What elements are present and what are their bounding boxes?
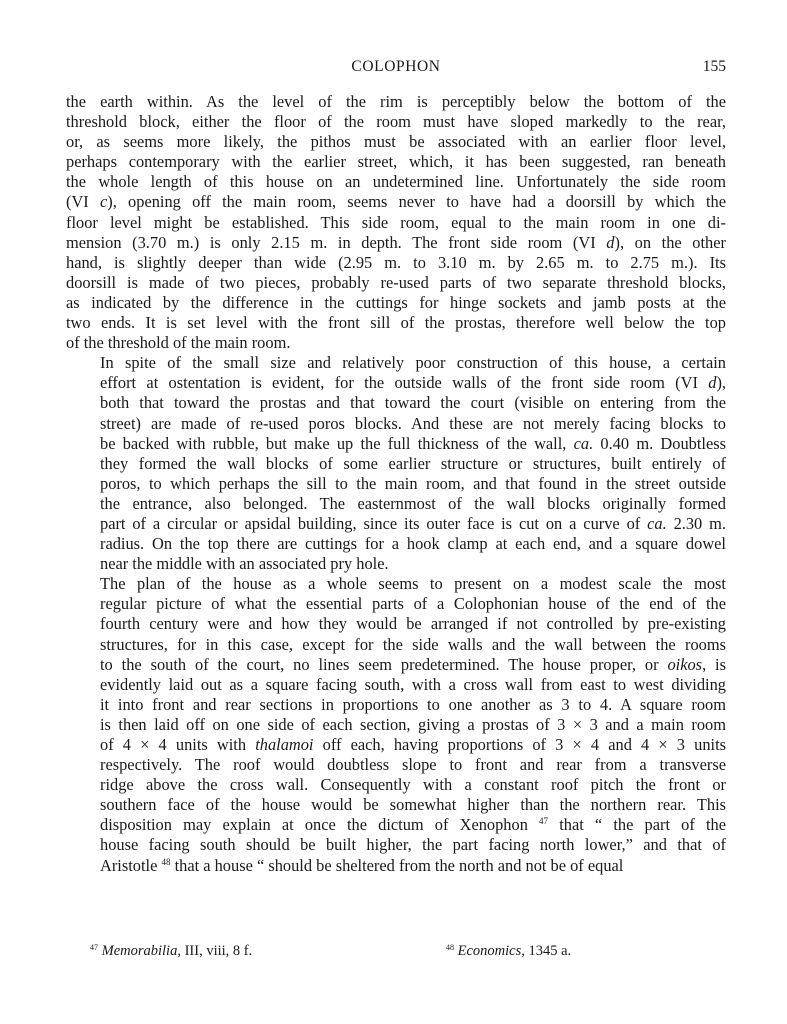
text-line: or, as seems more likely, the pithos must be associated with an earlier floor level, bbox=[66, 132, 726, 152]
footnote-reference: , 1345 a. bbox=[521, 943, 572, 959]
text-line: radius. On the top there are cuttings for a hook clamp at each end, and a square dowel bbox=[100, 534, 726, 554]
page-number: 155 bbox=[702, 58, 726, 75]
footnote-marker[interactable]: 48 bbox=[161, 856, 171, 867]
footnote-marker[interactable]: 47 bbox=[539, 816, 549, 827]
text-line: they formed the wall blocks of some earlier structure or structures, built entirely of bbox=[100, 453, 726, 473]
text-line: disposition may explain at once the dictum of Xenophon $^{47}$ that “ the part of the bbox=[100, 815, 727, 835]
text-line: of the threshold of the main room. bbox=[66, 333, 291, 353]
text-line: as indicated by the difference in the cuttings for hinge sockets and jamb posts at the bbox=[66, 292, 726, 312]
body-text bbox=[66, 92, 726, 876]
italic-text: c bbox=[99, 192, 108, 212]
text-line: structures, for in this case, except for the side walls and the wall between the rooms bbox=[100, 634, 726, 654]
paragraph bbox=[66, 574, 726, 875]
text-line: is then laid off on one side of each section, giving a prostas of 3 × 3 and a main room bbox=[100, 714, 726, 734]
text-line: the whole length of this house on an undetermined line. Unfortunately the side room bbox=[66, 172, 726, 192]
italic-text: ca. bbox=[573, 433, 594, 453]
footnote-title: Memorabilia bbox=[101, 943, 178, 959]
text-line: (VI c), opening off the main room, seems never to have had a doorsill by which the bbox=[66, 192, 726, 212]
text-line: effort at ostentation is evident, for the outside walls of the front side room (VI d), bbox=[100, 373, 726, 393]
text-line: near the middle with an associated pry hole. bbox=[100, 554, 389, 574]
text-line: doorsill is made of two pieces, probably re-used parts of two separate threshold blocks, bbox=[66, 272, 726, 292]
text-line: to the south of the court, no lines seem predetermined. The house proper, or oikos, is bbox=[100, 654, 726, 674]
text-line: the earth within. As the level of the rim is perceptibly below the bottom of the bbox=[66, 92, 726, 111]
text-line: it into front and rear sections in proportions to one another as 3 to 4. A square room bbox=[100, 694, 726, 714]
footnote-47 bbox=[90, 943, 252, 960]
text-line: fourth century were and how they would be arranged if not controlled by pre-existing bbox=[100, 614, 726, 634]
italic-text: d bbox=[606, 232, 615, 252]
footnote-reference: , III, viii, 8 f. bbox=[177, 943, 253, 959]
text-line: street) are made of re-used poros blocks. And these are not merely facing blocks to bbox=[100, 413, 726, 433]
footnote-title: Economics bbox=[457, 943, 522, 959]
text-line: regular picture of what the essential parts of a Colophonian house of the end of the bbox=[100, 594, 726, 614]
text-line: of 4 × 4 units with thalamoi off each, having proportions of 3 × 4 and 4 × 3 units bbox=[100, 735, 726, 754]
text-line: mension (3.70 m.) is only 2.15 m. in depth. The front side room (VI d), on the other bbox=[66, 232, 726, 252]
footnote-number: 47 bbox=[90, 943, 98, 952]
text-line: threshold block, either the floor of the room must have sloped markedly to the rear, bbox=[66, 112, 726, 132]
text-line: house facing south should be built higher, the part facing north lower,” and that of bbox=[100, 835, 726, 855]
footnote-number: 48 bbox=[446, 943, 454, 952]
text-line: both that toward the prostas and that toward the court (visible on entering from the bbox=[100, 393, 726, 413]
italic-text: thalamoi bbox=[255, 735, 314, 754]
text-line: be backed with rubble, but make up the full thickness of the wall, ca. 0.40 m. Doubtless bbox=[100, 433, 726, 453]
italic-text: d bbox=[708, 373, 717, 393]
footnotes bbox=[66, 943, 726, 967]
text-line: perhaps contemporary with the earlier street, which, it has been suggested, ran beneath bbox=[66, 152, 726, 172]
text-line: evidently laid out as a square facing south, with a cross wall from east to west dividing bbox=[100, 674, 726, 694]
text-line: The plan of the house as a whole seems to present on a modest scale the most bbox=[100, 574, 726, 594]
text-line: southern face of the house would be somewhat higher than the northern rear. This bbox=[100, 795, 726, 815]
text-line: floor level might be established. This side room, equal to the main room in one di- bbox=[66, 212, 726, 232]
running-title: COLOPHON bbox=[351, 58, 441, 75]
italic-text: ca. bbox=[647, 513, 667, 533]
running-head bbox=[66, 58, 726, 80]
text-line: the entrance, also belonged. The easternmost of the wall blocks originally formed bbox=[100, 493, 726, 513]
text-line: part of a circular or apsidal building, since its outer face is cut on a curve of ca. 2.30 m. bbox=[100, 513, 726, 533]
text-line: respectively. The roof would doubtless slope to front and rear from a transverse bbox=[100, 755, 726, 775]
text-line: ridge above the cross wall. Consequently with a constant roof pitch the front or bbox=[100, 775, 726, 795]
text-line: two ends. It is set level with the front sill of the prostas, therefore well below the top bbox=[66, 313, 726, 333]
text-line: hand, is slightly deeper than wide (2.95 m. to 3.10 m. by 2.65 m. to 2.75 m.). Its bbox=[66, 252, 726, 272]
text-line: poros, to which perhaps the sill to the main room, and that found in the street outside bbox=[100, 473, 726, 493]
paragraph bbox=[66, 92, 726, 353]
text-line: In spite of the small size and relatively poor construction of this house, a certain bbox=[100, 353, 726, 373]
paragraph bbox=[66, 353, 726, 574]
footnote-48 bbox=[446, 943, 571, 960]
text-line: Aristotle $^{48}$ that a house “ should be sheltered from the north and not be of equal bbox=[100, 855, 624, 875]
italic-text: oikos bbox=[667, 654, 703, 674]
